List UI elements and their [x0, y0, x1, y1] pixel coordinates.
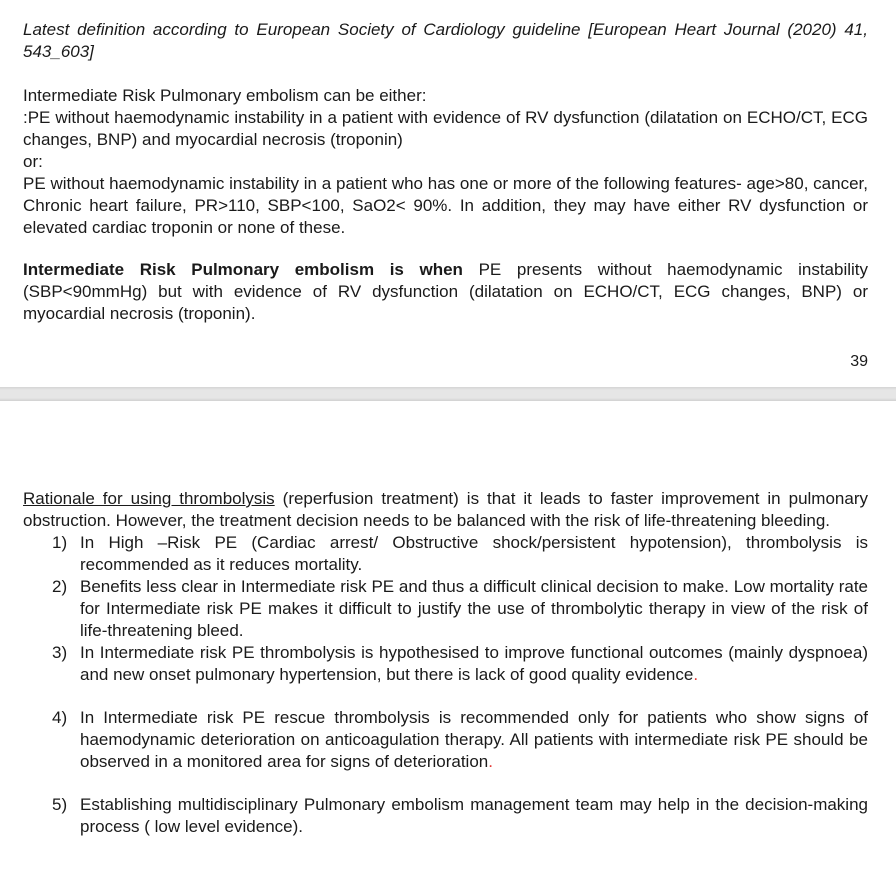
list-item-text: In High –Risk PE (Cardiac arrest/ Obstructive shock/persistent hypotension), thrombolysis is recommended as it reduces mortality.: [80, 533, 868, 574]
definition-intro: Intermediate Risk Pulmonary embolism can be either:: [23, 86, 427, 105]
list-item: [23, 707, 868, 773]
list-item-number: 5): [52, 795, 68, 814]
definition-summary: [23, 259, 868, 325]
definition-or-label: or:: [23, 152, 43, 171]
rationale-paragraph: [23, 488, 868, 532]
list-item-number: 2): [52, 577, 68, 596]
list-item-number: 3): [52, 643, 68, 662]
summary-text: PE presents without haemodynamic instability (SBP<90mmHg) but with evidence of RV dysfunction (dilatation on ECHO/CT, ECG changes, BNP) or myocardial necrosis (troponin).: [23, 260, 869, 323]
list-item-number: 1): [52, 533, 68, 552]
list-item-trailing: .: [488, 752, 493, 771]
page-separator: [0, 387, 896, 401]
list-item: [23, 576, 868, 642]
page-number: 39: [850, 353, 868, 370]
list-item: [23, 794, 868, 838]
rationale-section: [23, 488, 868, 838]
list-item-text: In Intermediate risk PE rescue thrombolysis is recommended only for patients who show signs of haemodynamic deterioration on anticoagulation therapy. All patients with intermediate risk PE should be observed in a monitored area for signs of deterioration: [80, 708, 868, 771]
list-item-text: Benefits less clear in Intermediate risk PE and thus a difficult clinical decision to make. Low mortality rate for Intermediate risk PE makes it difficult to justify the use of thrombolytic therapy in view of the risk of life-threatening bleed.: [80, 577, 868, 640]
list-item-text: In Intermediate risk PE thrombolysis is hypothesised to improve functional outcomes (mainly dyspnoea) and new onset pulmonary hypertension, but there is lack of good quality evidence: [80, 643, 868, 684]
definition-option-b: PE without haemodynamic instability in a patient who has one or more of the following features- age>80, cancer, Chronic heart failure, PR>110, SBP<100, SaO2< 90%. In addition, they may have either RV dysfunction or elevated cardiac troponin or none of these.: [23, 174, 868, 237]
thrombolysis-list: [23, 532, 868, 838]
list-item-text: Establishing multidisciplinary Pulmonary embolism management team may help in the decision-making process ( low level evidence).: [80, 795, 868, 836]
definition-section: [23, 85, 868, 239]
rationale-underlined-lead: Rationale for using thrombolysis: [23, 489, 275, 508]
list-item: [23, 532, 868, 576]
list-item-number: 4): [52, 708, 68, 727]
summary-bold-lead: Intermediate Risk Pulmonary embolism is when: [23, 260, 463, 279]
definition-option-a: :PE without haemodynamic instability in a patient with evidence of RV dysfunction (dilatation on ECHO/CT, ECG changes, BNP) and myocardial necrosis (troponin): [23, 108, 868, 149]
list-item-trailing: .: [693, 665, 699, 684]
document-page-39: [0, 0, 896, 385]
guideline-citation: Latest definition according to European Society of Cardiology guideline [European Heart Journal (2020) 41, 543_603]: [23, 20, 868, 61]
list-item: [23, 642, 868, 686]
rationale-text: (reperfusion treatment) is that it leads to faster improvement in pulmonary obstruction. However, the treatment decision needs to be balanced with the risk of life-threatening bleeding.: [23, 489, 868, 530]
